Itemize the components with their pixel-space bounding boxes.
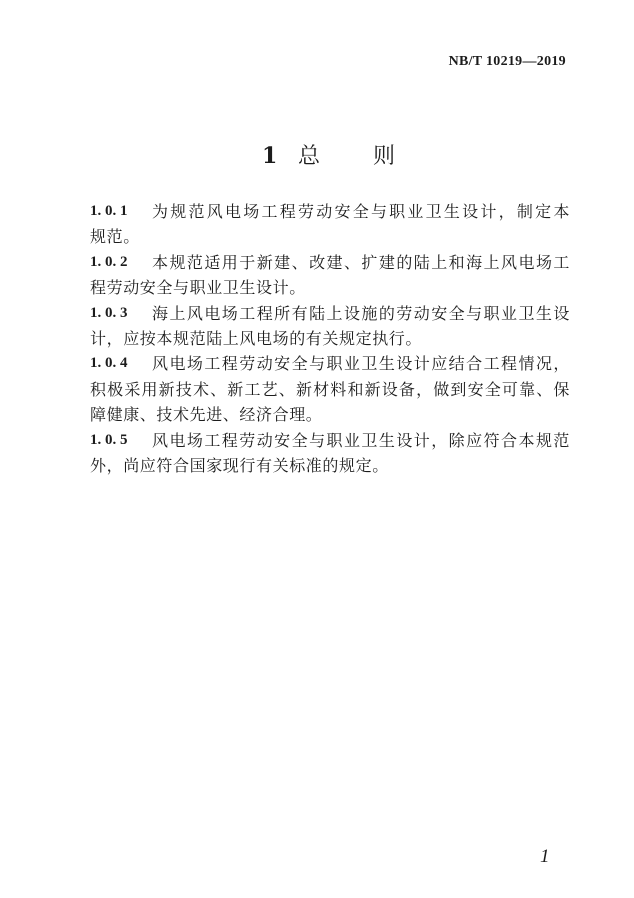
clause-number: 1. 0. 5 — [90, 431, 128, 448]
clause-text: 程劳动安全与职业卫生设计。 — [90, 278, 306, 298]
chapter-number: 1 — [262, 143, 278, 169]
clause-line — [90, 453, 570, 478]
chapter-title: 总 则 — [298, 144, 395, 169]
clause-text: 风电场工程劳动安全与职业卫生设计，除应符合本规范 — [152, 430, 570, 450]
clause-text: 本规范适用于新建、改建、扩建的陆上和海上风电场工 — [152, 252, 570, 272]
clause-line — [90, 402, 570, 427]
clause-text: 为规范风电场工程劳动安全与职业卫生设计，制定本 — [152, 202, 570, 221]
page-number: 1 — [540, 846, 550, 867]
clause-line — [90, 377, 570, 402]
clause-line — [90, 224, 570, 249]
clause-text: 积极采用新技术、新工艺、新材料和新设备，做到安全可靠、保 — [90, 379, 570, 399]
clause-text: 计，应按本规范陆上风电场的有关规定执行。 — [90, 328, 423, 348]
clause-number: 1. 0. 1 — [90, 203, 128, 219]
clause-line — [90, 326, 570, 351]
clause-text: 外，尚应符合国家现行有关标准的规定。 — [90, 455, 389, 475]
clause-text: 障健康、技术先进、经济合理。 — [90, 405, 323, 425]
clause-line — [90, 351, 570, 376]
clause-number: 1. 0. 4 — [90, 355, 128, 372]
clause-text: 规范。 — [90, 227, 140, 247]
clause-text: 海上风电场工程所有陆上设施的劳动安全与职业卫生设 — [152, 303, 570, 323]
clause-line — [90, 199, 570, 224]
standard-code: NB/T 10219—2019 — [448, 54, 566, 69]
clause-number: 1. 0. 3 — [90, 304, 128, 321]
clause-line — [90, 428, 570, 453]
clause-line — [90, 275, 570, 300]
chapter-heading — [262, 140, 395, 172]
clause-list — [90, 199, 570, 478]
clause-line — [90, 301, 570, 326]
clause-text: 风电场工程劳动安全与职业卫生设计应结合工程情况， — [152, 354, 570, 374]
clause-line — [90, 250, 570, 275]
clause-number: 1. 0. 2 — [90, 253, 128, 270]
